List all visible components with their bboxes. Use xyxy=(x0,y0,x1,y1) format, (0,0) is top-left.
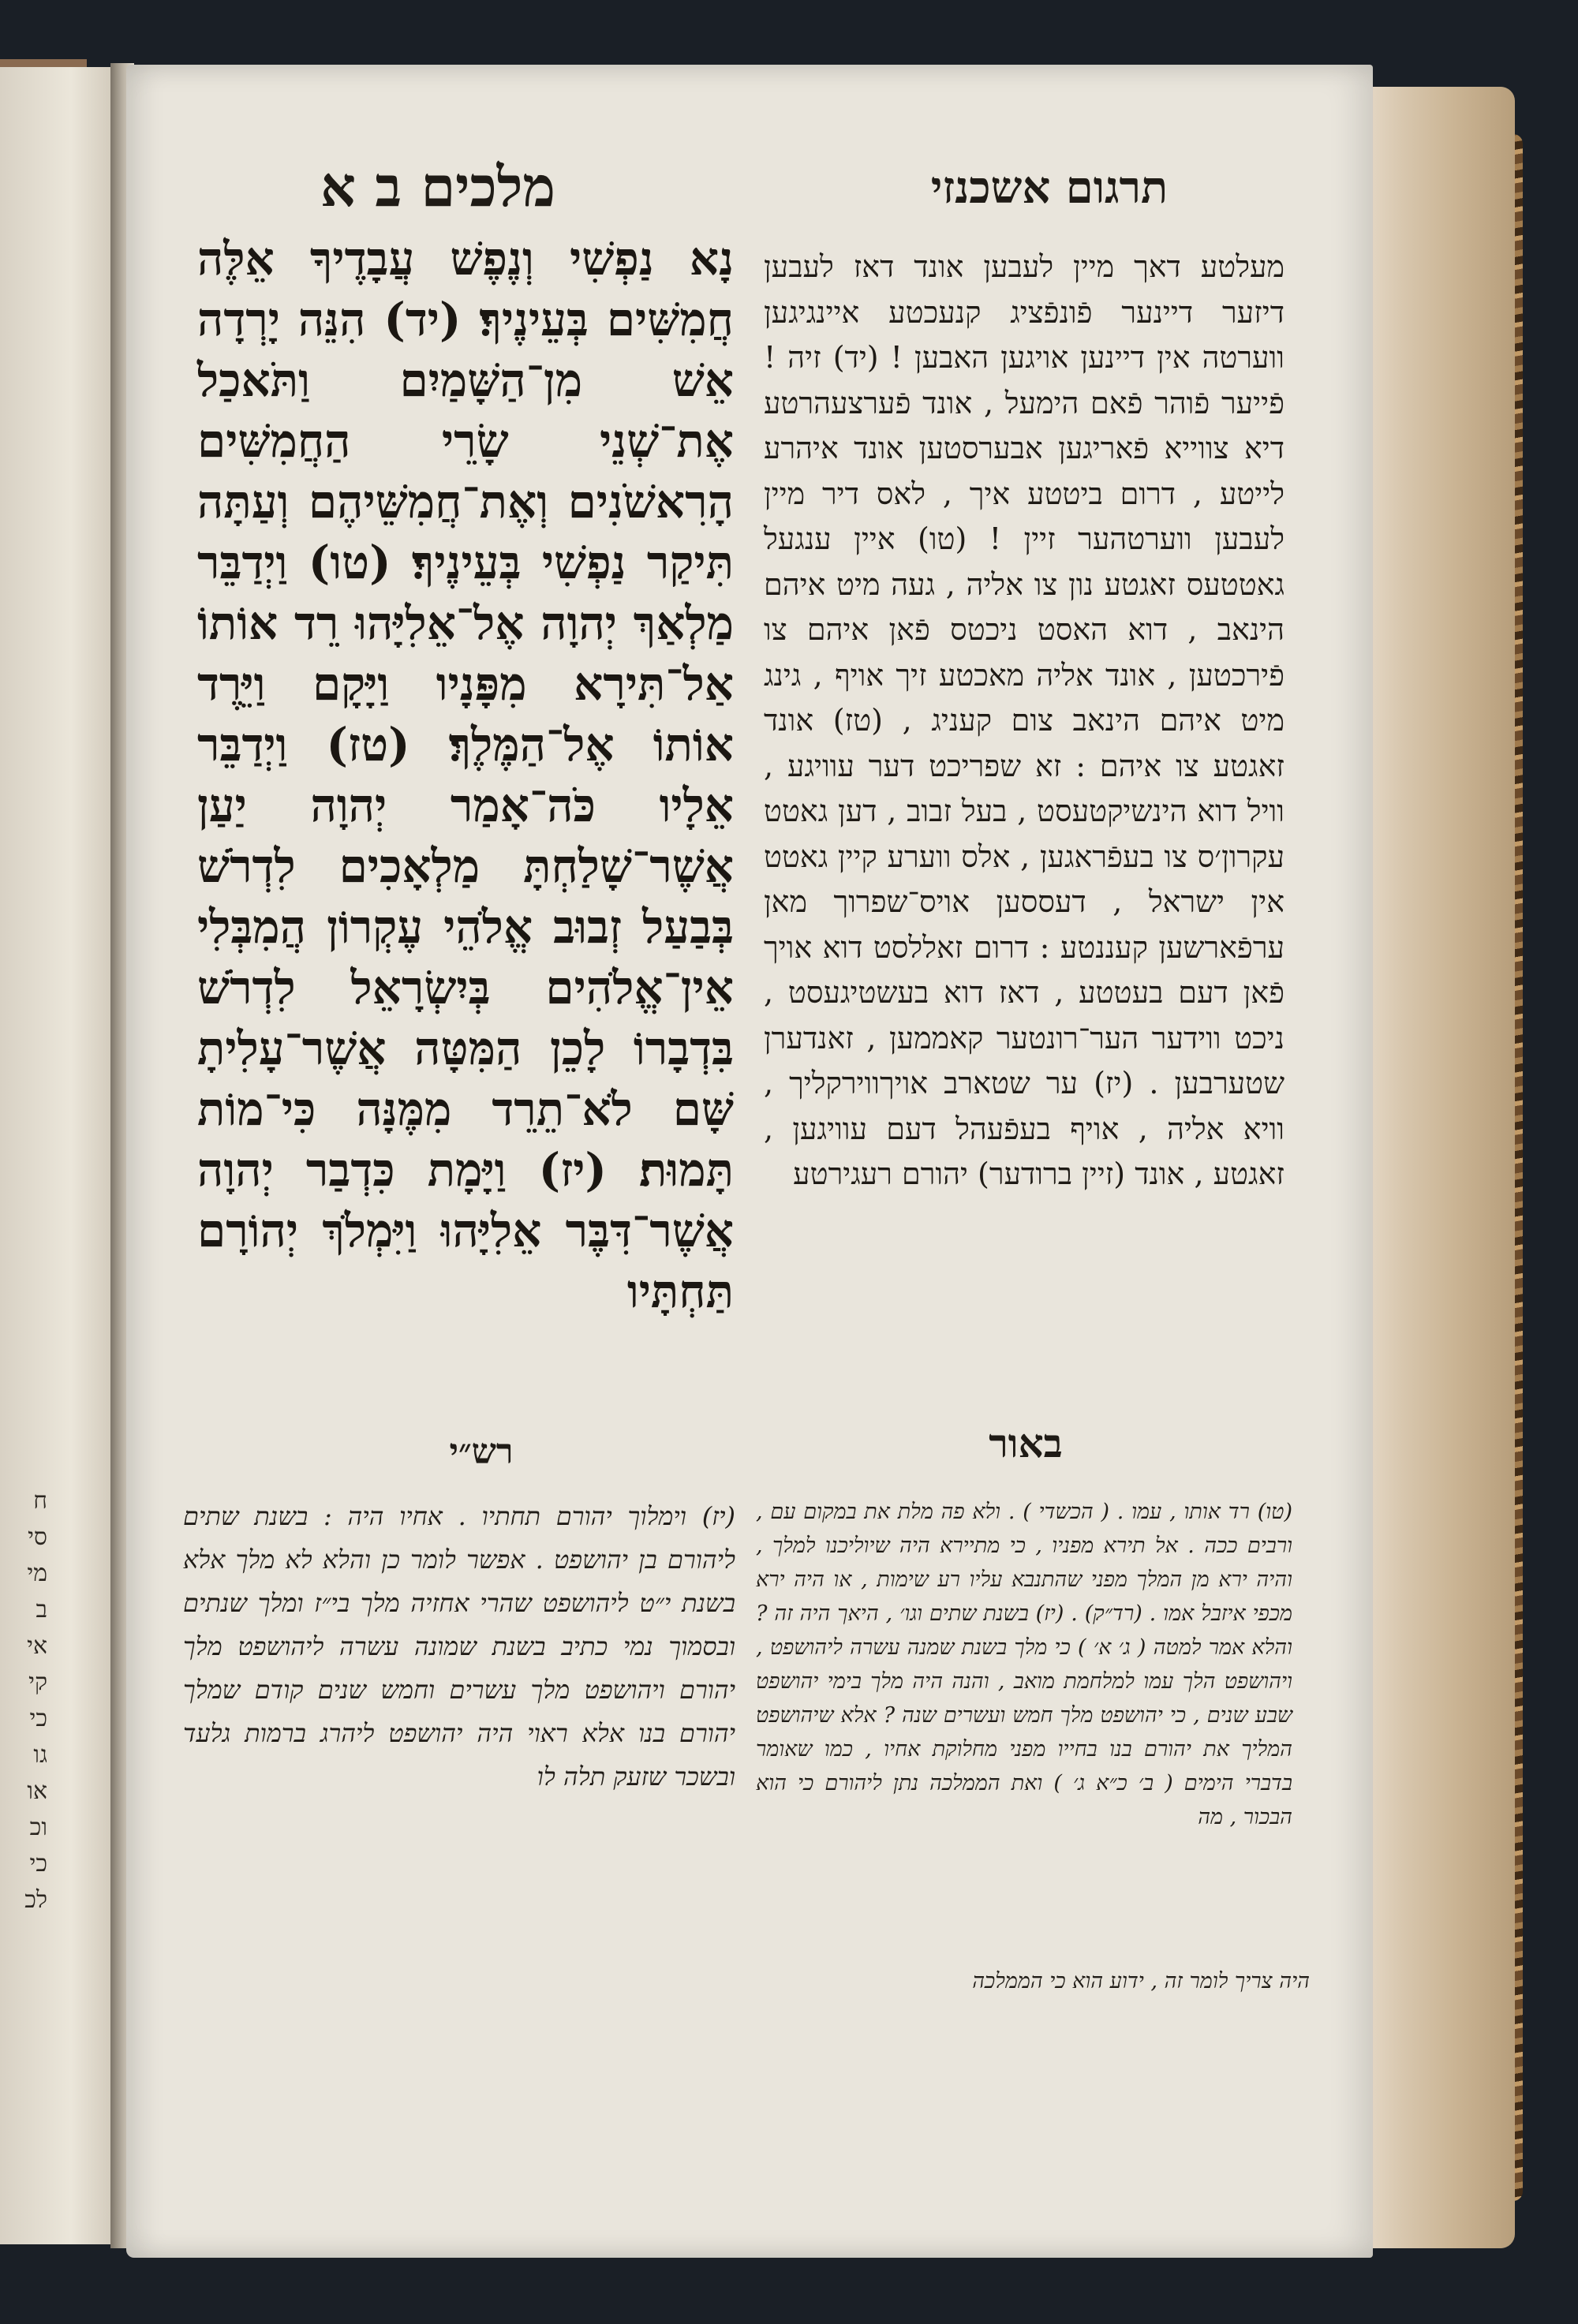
hebrew-text-column xyxy=(197,229,734,1322)
biur-commentary-text: (טו) רד אותו , עמו . ( הכשדי ) . ולא פה מלת את במקום עם , ורבים ככה . אל תירא מפניו , כי מתיירא היה שיוליכנו למלך , והיה ירא מן המלך מפני שהתנבא עליו רע שימות , או היה ירא מכפי איזבל אמו . (רד״ק) . (יז) בשנת שתים וגו׳ , היאך היה זה ? והלא אמר למטה ( ג׳ א׳ ) כי מלך בשנת שמנה עשרה ליהושפט , ויהושפט הלך עמו למלחמת מואב , והנה היה מלך בימי יהושפט שבע שנים , כי יהושפט מלך חמש ועשרים שנה ? אלא שיהושפט המליך את יהורם בנו בחייו מפני מחלוקת אחיו , כמו שאומר בדברי הימים ( ב׳ כ״א ג׳ ) ואת הממלכה נתן ליהורם כי הוא הבכור , מה xyxy=(756,1500,1292,1829)
hebrew-verse-text: נָא נַפְשִׁי וְנֶפֶשׁ עֲבָדֶיךָ אֵלֶּה חֲמִשִּׁים בְּעֵינֶיךָ׃ (יד) הִנֵּה יָרְדָה אֵשׁ מִן־הַשָּׁמַיִם וַתֹּאכַל אֶת־שְׁנֵי שָׂרֵי הַחֲמִשִּׁים הָרִאשֹׁנִים וְאֶת־חֲמִשֵּׁיהֶם וְעַתָּה תִּיקַר נַפְשִׁי בְּעֵינֶיךָ׃ (טו) וַיְדַבֵּר מַלְאַךְ יְהוָה אֶל־אֵלִיָּהוּ רֵד אוֹתוֹ אַל־תִּירָא מִפָּנָיו וַיָּקָם וַיֵּרֶד אוֹתוֹ אֶל־הַמֶּלֶךְ׃ (טז) וַיְדַבֵּר אֵלָיו כֹּה־אָמַר יְהוָה יַעַן אֲשֶׁר־שָׁלַחְתָּ מַלְאָכִים לִדְרֹשׁ בְּבַעַל זְבוּב אֱלֹהֵי עֶקְרוֹן הֲמִבְּלִי אֵין־אֱלֹהִים בְּיִשְׂרָאֵל לִדְרֹשׁ בִּדְבָרוֹ לָכֵן הַמִּטָּה אֲשֶׁר־עָלִיתָ שָּׁם לֹא־תֵרֵד מִמֶּנָּה כִּי־מוֹת תָּמוּת׃ (יז) וַיָּמָת כִּדְבַר יְהוָה אֲשֶׁר־דִּבֶּר אֵלִיָּהוּ וַיִּמְלֹךְ יְהוֹרָם תַּחְתָּיו xyxy=(197,232,734,1318)
left-page-fragments xyxy=(0,1483,47,1919)
left-fragment: אי xyxy=(27,1632,47,1660)
yiddish-translation-text: מעלטע דאך מיין לעבען אונד דאז לעבען דיזער דיינער פֿונפֿציג קנעכטע איינגיגען ווערטה אין דיינען אויגען האבען ! (יד) זיה ! פֿייער פֿוהר פֿאם הימעל , אונד פֿערצעהרטע דיא צווייא פֿאריגען אבערסטען אונד איהרע לייטע , דרום ביטטע איך , לאס דיר מיין לעבען ווערטהער זיין ! (טו) איין ענגעל גאטטעס זאגטע נון צו אליה , געה מיט איהם הינאב , דוא האסט ניכטס פֿאן איהם צו פֿירכטען , אונד אליה מאכטע זיך אויף , גינג מיט איהם הינאב צום קעניג , (טז) אונד זאגטע צו איהם : זא שפריכט דער עוויגע , וויל דוא הינשיקטעסט , בעל זבוב , דען גאטט עקרון׳ס צו בעפֿראגען , אלס ווערע קיין גאטט אין ישראל , דעססען אויס־שפרוך מאן ערפֿארשען קעננטע : דרום זאללסט דוא אויך פֿאן דעם בעטטע , דאז דוא בעשטיגעסט , ניכט ווידער הער־רונטער קאממען , זאנדערן שטערבען . (יז) ער שטארב אויךווירקליך , וויא אליה , אויף בעפֿעהל דעם עוויגען , זאגטע , אונד (זיין ברודער) יהורם רעגירטע xyxy=(764,249,1284,1191)
left-fragment: כי xyxy=(29,1705,47,1732)
left-fragment: כי xyxy=(29,1850,47,1878)
left-fragment: וכ xyxy=(29,1814,47,1841)
yiddish-translation-column xyxy=(764,245,1284,1197)
left-fragment: קי xyxy=(28,1668,47,1696)
biur-heading: באור xyxy=(989,1420,1063,1467)
left-fragment: גו xyxy=(33,1741,47,1769)
rashi-commentary xyxy=(183,1495,735,1799)
page-header-book-title: מלכים ב א xyxy=(320,154,555,219)
biur-commentary xyxy=(756,1495,1292,1834)
left-fragment: לכ xyxy=(24,1886,47,1914)
left-fragment: ב xyxy=(36,1596,47,1623)
page-block-edge xyxy=(1357,87,1515,2248)
biur-commentary-tail: היה צריך לומר זה , ידוע הוא כי הממלכה xyxy=(972,1969,1310,1993)
rashi-commentary-text: (יז) וימלוך יהורם תחתיו . אחיו היה : בשנת שתים ליהורם בן יהושפט . אפשר לומר כן והלא לא מלך אלא בשנת י״ט ליהושפט שהרי אחזיה מלך בי״ז ומלך שנתים ובסמוך נמי כתיב בשנת שמונה עשרה ליהושפט מלך יהורם ויהושפט מלך עשרים וחמש שנים קודם שמלך יהורם בנו אלא ראוי היה יהושפט ליהרג ברמות גלעד ובשכר שזעק תלה לו xyxy=(183,1501,735,1792)
rashi-heading: רש״י xyxy=(449,1432,514,1472)
left-fragment: סי xyxy=(28,1523,47,1551)
page-header-translation-title: תרגום אשכנזי xyxy=(930,162,1169,214)
left-fragment: מי xyxy=(27,1560,47,1587)
left-fragment: או xyxy=(27,1777,47,1805)
left-fragment: ח xyxy=(33,1487,47,1515)
